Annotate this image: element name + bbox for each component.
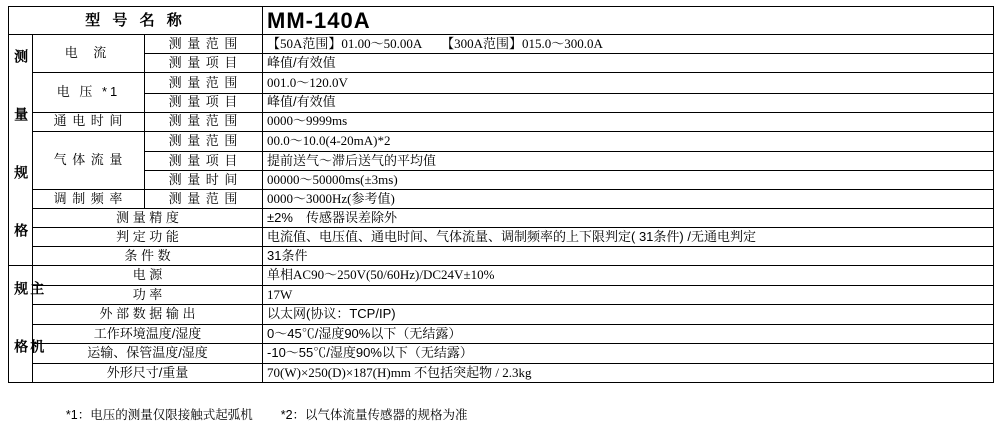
item-judgement-function: 判 定 功 能 [33,228,263,247]
item-external-data-output: 外 部 数 据 输 出 [33,305,263,325]
table-row [9,324,994,344]
group-label-machine-text: 主 机 规 格 [13,281,46,368]
item-measure-accuracy: 测 量 精 度 [33,209,263,228]
item-power-source: 电 源 [33,266,263,286]
table-row [9,73,994,94]
value-external-data-output: 以太网(协议：TCP/IP) [263,305,994,325]
item-condition-count: 条 件 数 [33,247,263,266]
table-row [9,54,994,73]
footnotes [8,391,993,437]
item-gas-flow: 气 体 流 量 [33,131,145,190]
group-label-measure [9,35,33,266]
value-energize-time-range: 0000〜9999ms [263,112,994,131]
value-judgement-function: 电流值、电压值、通电时间、气体流量、调制频率的上下限判定( 31条件) /无通电判定 [263,228,994,247]
table-row [9,344,994,364]
item-energize-time: 通 电 时 间 [33,112,145,131]
table-row [9,363,994,383]
table-row [9,152,994,171]
sub-measure-item: 测 量 项 目 [145,152,263,171]
footnote-1: *1：电压的测量仅限接触式起弧机 [65,408,253,423]
table-row [9,247,994,266]
table-row [9,266,994,286]
specification-table [8,6,994,383]
item-voltage: 电 压 *1 [33,73,145,113]
model-name-value: MM-140A [263,7,994,35]
item-current: 电 流 [33,35,145,73]
value-gas-flow-range: 00.0〜10.0(4-20mA)*2 [263,131,994,152]
value-condition-count: 31条件 [263,247,994,266]
value-current-item: 峰值/有效值 [263,54,994,73]
item-operating-temp-humidity: 工作环境温度/湿度 [33,324,263,344]
value-power-source: 单相AC90〜250V(50/60Hz)/DC24V±10% [263,266,994,286]
item-dimensions-weight: 外形尺寸/重量 [33,363,263,383]
item-storage-temp-humidity: 运输、保管温度/湿度 [33,344,263,364]
sub-measure-range: 测 量 范 围 [145,131,263,152]
value-dimensions-weight: 70(W)×250(D)×187(H)mm 不包括突起物 / 2.3kg [263,363,994,383]
value-gas-flow-time: 00000〜50000ms(±3ms) [263,171,994,190]
group-label-machine [9,266,46,383]
table-row [9,190,994,209]
group-label-measure-text: 测 量 规 格 [13,49,30,252]
sub-measure-range: 测 量 范 围 [145,35,263,54]
table-row-model [9,7,994,35]
value-operating-temp-humidity: 0〜45℃/湿度90%以下（无结露） [263,324,994,344]
value-measure-accuracy: ±2% 传感器误差除外 [263,209,994,228]
value-storage-temp-humidity: -10〜55℃/湿度90%以下（无结露） [263,344,994,364]
value-voltage-range: 001.0〜120.0V [263,73,994,94]
table-row [9,93,994,112]
item-power-consumption: 功 率 [33,285,263,305]
table-row [9,209,994,228]
sub-measure-range: 测 量 范 围 [145,190,263,209]
sub-measure-item: 测 量 项 目 [145,54,263,73]
sub-measure-time: 测 量 时 间 [145,171,263,190]
sub-measure-range: 测 量 范 围 [145,112,263,131]
value-modulation-frequency-range: 0000〜3000Hz(参考值) [263,190,994,209]
sub-measure-range: 测 量 范 围 [145,73,263,94]
value-voltage-item: 峰值/有效值 [263,93,994,112]
sub-measure-item: 测 量 项 目 [145,93,263,112]
table-row [9,285,994,305]
value-current-range: 【50A范围】01.00〜50.00A 【300A范围】015.0〜300.0A [263,35,994,54]
table-row [9,171,994,190]
footnote-2: *2：以气体流量传感器的规格为准 [280,408,468,423]
value-power-consumption: 17W [263,285,994,305]
table-row [9,305,994,325]
model-name-label: 型 号 名 称 [9,7,263,35]
table-row [9,228,994,247]
value-gas-flow-item: 提前送气〜滞后送气的平均值 [263,152,994,171]
item-modulation-frequency: 调 制 频 率 [33,190,145,209]
table-row [9,35,994,54]
table-row [9,131,994,152]
table-row [9,112,994,131]
